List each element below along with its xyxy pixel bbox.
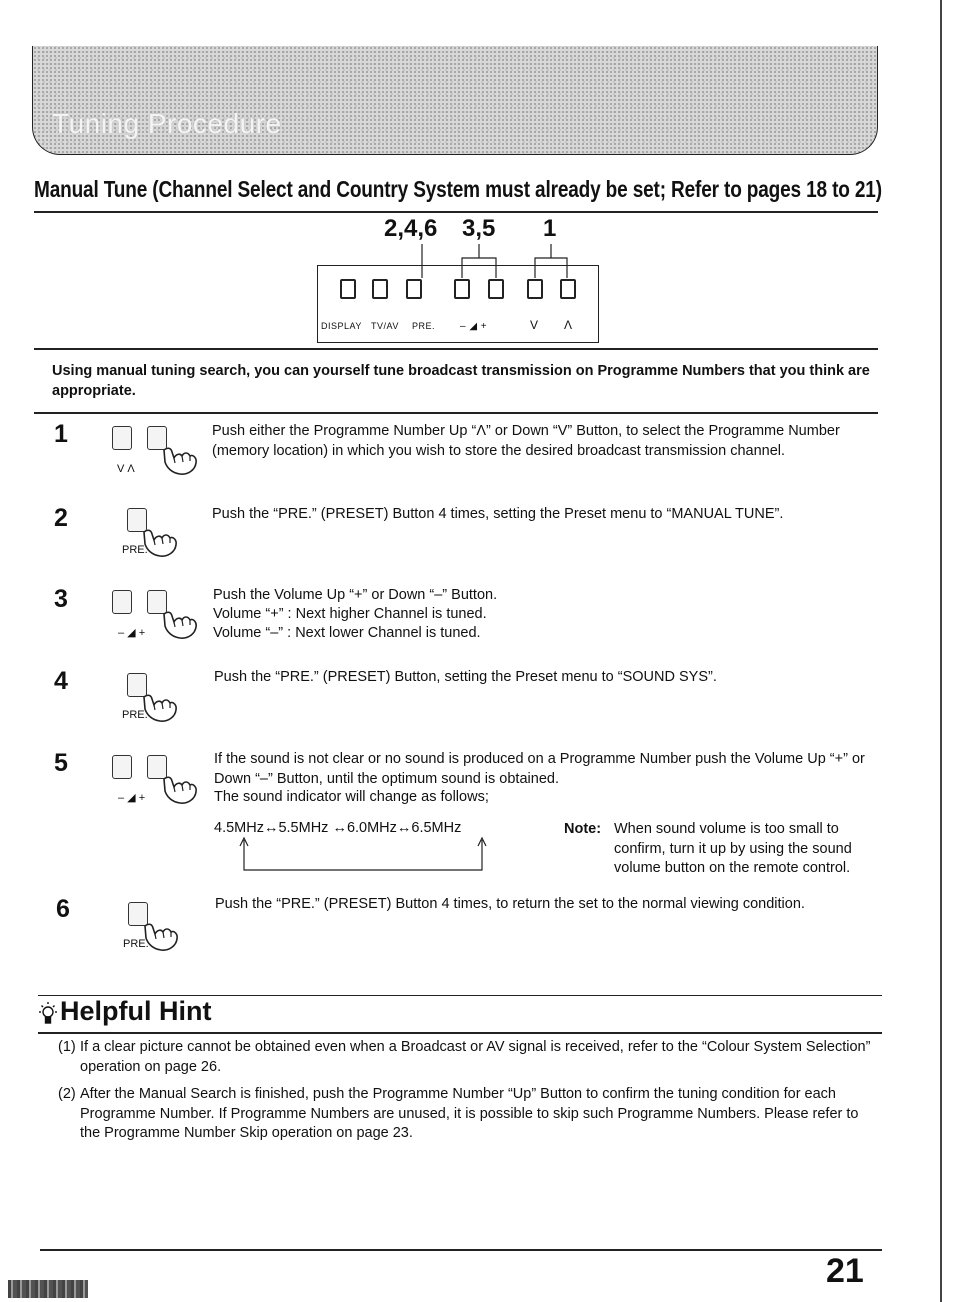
callout-1: 1 bbox=[543, 215, 557, 242]
callout-2-4-6: 2,4,6 bbox=[384, 215, 438, 242]
page-heading: Manual Tune (Channel Select and Country System must already be set; Refer to pages 18 to 21) bbox=[34, 176, 882, 202]
volume-label: – ◢ + bbox=[460, 321, 488, 332]
volume-up-button bbox=[488, 279, 504, 299]
hint-bottom-rule bbox=[38, 1032, 882, 1034]
volume-down-icon bbox=[112, 755, 132, 779]
display-button bbox=[340, 279, 356, 299]
down-label: V bbox=[530, 318, 539, 332]
intro-rule bbox=[34, 412, 878, 414]
step-4-icon-label: PRE. bbox=[122, 709, 148, 721]
heading-rule bbox=[34, 211, 878, 213]
page-edge bbox=[940, 0, 942, 1302]
step-1-number: 1 bbox=[54, 420, 68, 448]
step-3-line-1: Push the Volume Up “+” or Down “–” Button. bbox=[213, 587, 498, 603]
step-2-icon-label: PRE. bbox=[122, 544, 148, 556]
tvav-label: TV/AV bbox=[371, 321, 399, 331]
programme-up-button bbox=[560, 279, 576, 299]
programme-down-icon bbox=[112, 426, 132, 450]
step-6-icon-label: PRE. bbox=[123, 938, 149, 950]
step-2-number: 2 bbox=[54, 504, 68, 532]
display-label: DISPLAY bbox=[321, 321, 362, 331]
step-6-text: Push the “PRE.” (PRESET) Button 4 times, to return the set to the normal viewing condition. bbox=[215, 896, 805, 912]
hand-press-icon bbox=[160, 446, 200, 476]
tv-av-button bbox=[372, 279, 388, 299]
volume-down-icon bbox=[112, 590, 132, 614]
volume-down-button bbox=[454, 279, 470, 299]
step-6-number: 6 bbox=[56, 895, 70, 923]
step-2-text: Push the “PRE.” (PRESET) Button 4 times, setting the Preset menu to “MANUAL TUNE”. bbox=[212, 506, 784, 522]
pre-label: PRE. bbox=[412, 321, 436, 331]
hand-press-icon bbox=[160, 775, 200, 805]
note-label: Note: bbox=[564, 821, 602, 837]
step-3-icon-label: – ◢ + bbox=[118, 627, 146, 639]
step-5-line-2: The sound indicator will change as follows; bbox=[214, 789, 489, 805]
hint-2-text: After the Manual Search is finished, push the Programme Number “Up” Button to confirm the tuning condition for each Programme Number. If Programme Numbers are unused, it is possible to skip such Programme Numbers. Please refer to the Programme Number Skip operation on page 23. bbox=[80, 1086, 859, 1141]
pre-button bbox=[406, 279, 422, 299]
up-label: Λ bbox=[564, 318, 573, 332]
lightbulb-icon bbox=[36, 1000, 60, 1028]
step-5-number: 5 bbox=[54, 749, 68, 777]
control-panel-diagram bbox=[317, 265, 599, 343]
step-3-line-3: Volume “–” : Next lower Channel is tuned. bbox=[213, 625, 481, 641]
callout-3-5: 3,5 bbox=[462, 215, 496, 242]
footer-rule bbox=[40, 1249, 882, 1251]
banner-title: Tuning Procedure bbox=[52, 108, 282, 139]
note-text: When sound volume is too small to confirm, turn it up by using the sound volume button on the remote control. bbox=[614, 821, 852, 876]
sound-cycle-arrow bbox=[236, 834, 496, 876]
hint-2-number: (2) bbox=[58, 1086, 76, 1102]
step-4-text: Push the “PRE.” (PRESET) Button, setting the Preset menu to “SOUND SYS”. bbox=[214, 669, 717, 685]
intro-text: Using manual tuning search, you can yourself tune broadcast transmission on Programme Numbers that you think are appropriate. bbox=[52, 363, 870, 399]
sound-cycle: 4.5MHz↔5.5MHz ↔6.0MHz↔6.5MHz bbox=[214, 820, 462, 836]
step-5-icon-label: – ◢ + bbox=[118, 792, 146, 804]
hint-1-text: If a clear picture cannot be obtained even when a Broadcast or AV signal is received, refer to the “Colour System Selection” operation on page 26. bbox=[80, 1039, 871, 1075]
hint-1-number: (1) bbox=[58, 1039, 76, 1055]
step-3-line-2: Volume “+” : Next higher Channel is tuned. bbox=[213, 606, 487, 622]
panel-rule bbox=[34, 348, 878, 350]
programme-down-button bbox=[527, 279, 543, 299]
step-5-text: If the sound is not clear or no sound is produced on a Programme Number push the Volume Up “+” or Down “–” Button, until the optimum sound is obtained. bbox=[214, 751, 865, 787]
hint-title: Helpful Hint bbox=[60, 996, 212, 1026]
hand-press-icon bbox=[160, 610, 200, 640]
step-1-icon-label: V Λ bbox=[117, 463, 135, 475]
step-3-number: 3 bbox=[54, 585, 68, 613]
scan-artifact bbox=[8, 1280, 88, 1298]
page-number: 21 bbox=[826, 1252, 864, 1290]
step-1-text: Push either the Programme Number Up “Λ” or Down “V” Button, to select the Programme Number (memory location) in which you wish to store the desired broadcast transmission channel. bbox=[212, 423, 840, 459]
step-4-number: 4 bbox=[54, 667, 68, 695]
